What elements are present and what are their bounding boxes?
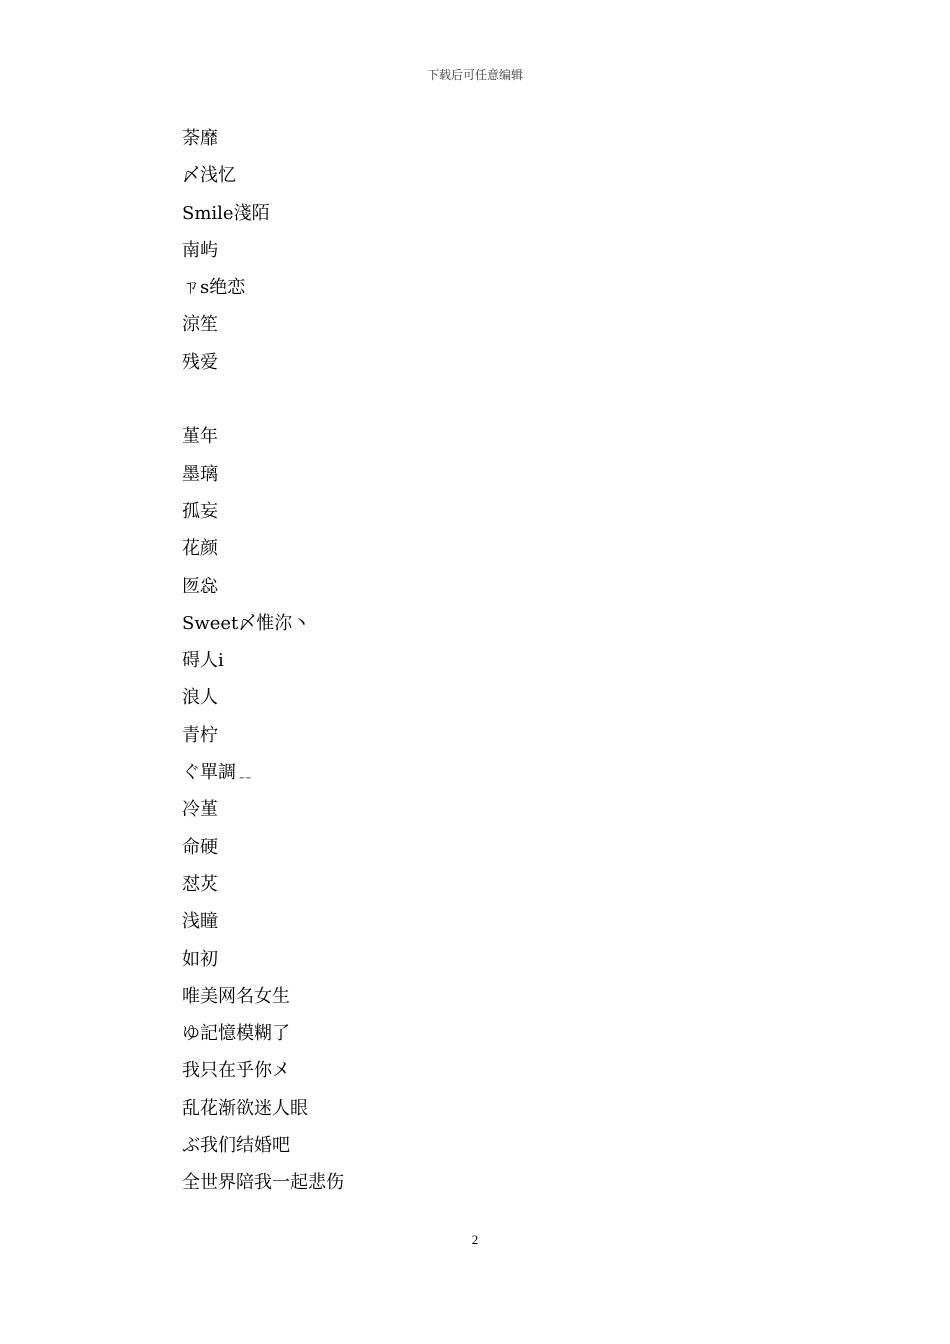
name-list	[182, 124, 782, 1206]
list-item: 浪人	[182, 687, 218, 709]
list-item: 堇年	[182, 426, 218, 448]
list-item: 碍人i	[182, 650, 224, 672]
list-item: 青柠	[182, 724, 218, 746]
list-item: Sweet〆惟沵丶	[182, 612, 311, 634]
list-item: 乱花渐欲迷人眼	[182, 1097, 308, 1119]
list-item: 命硬	[182, 836, 218, 858]
list-item: 冷堇	[182, 799, 218, 821]
list-item: 匢惢	[182, 575, 218, 597]
list-item: 怼炗	[182, 873, 218, 895]
list-item: Smile淺陌	[182, 202, 270, 224]
list-item: 墨璃	[182, 463, 218, 485]
list-item: 孤妄	[182, 500, 218, 522]
list-item: 涼笙	[182, 314, 218, 336]
list-item: ぐ單調﹎	[182, 762, 254, 784]
blank-line	[182, 385, 782, 422]
list-item: 荼靡	[182, 128, 218, 149]
list-item: 全世界陪我一起悲伤	[182, 1172, 344, 1194]
page-number: 2	[471, 1232, 479, 1247]
list-item: ゆ記憶模糊了	[182, 1023, 290, 1045]
list-item: 花颜	[182, 538, 218, 560]
page-header: 下载后可任意编辑	[426, 68, 523, 82]
list-item: 南屿	[182, 239, 218, 261]
list-item: 浅瞳	[182, 911, 218, 933]
list-item: 我只在乎你メ	[182, 1060, 290, 1082]
list-item: 唯美网名女生	[182, 985, 290, 1007]
list-item: ぶ我们结婚吧	[182, 1135, 290, 1157]
list-item: 残爱	[182, 351, 218, 373]
list-item: 如初	[182, 948, 218, 970]
list-item: 〆浅忆	[182, 165, 236, 187]
list-item: ㄗs绝恋	[182, 277, 246, 299]
